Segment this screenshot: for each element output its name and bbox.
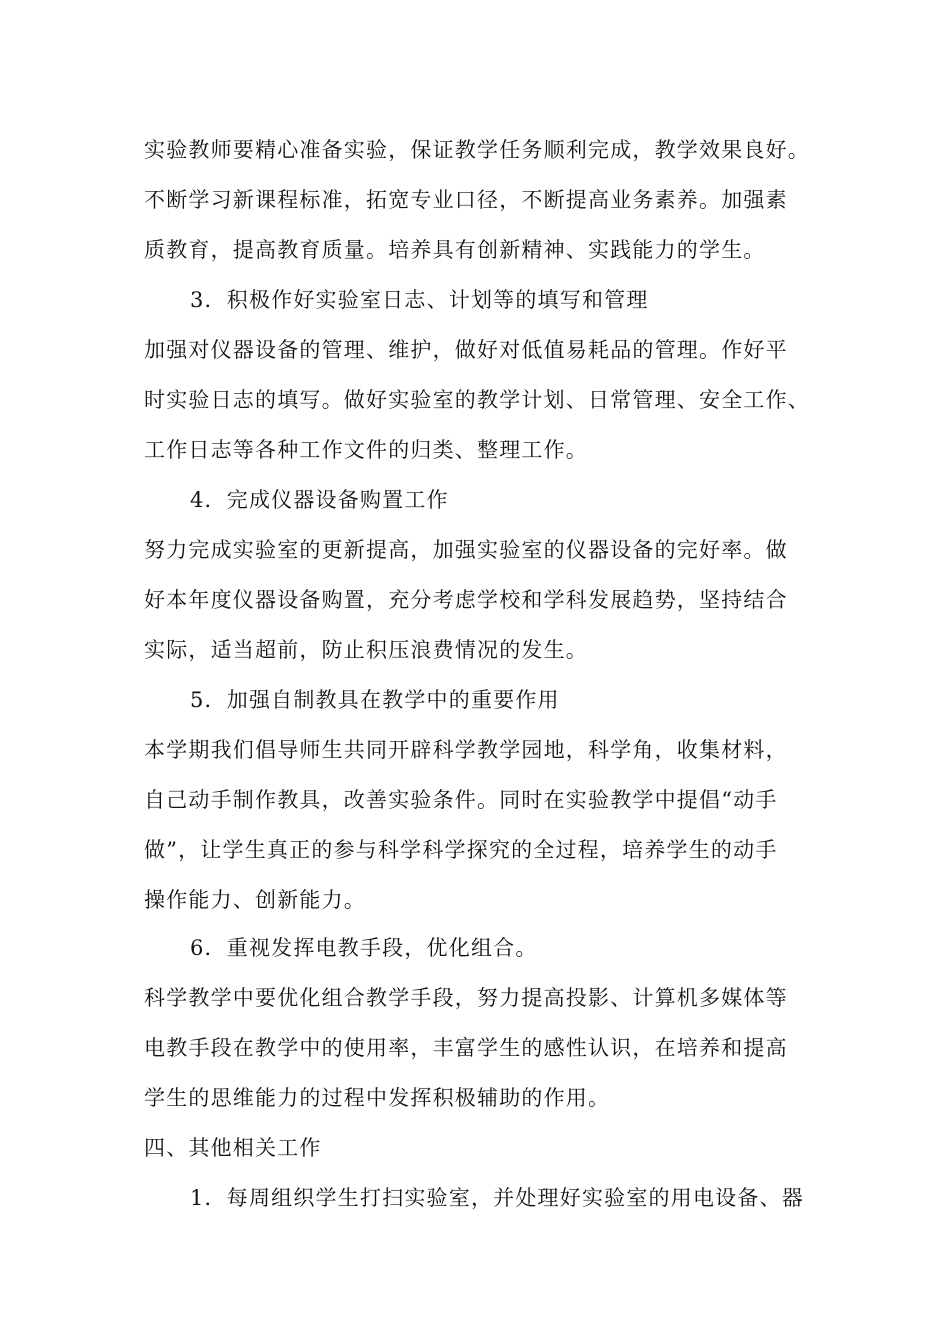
text-line: 不断学习新课程标准，拓宽专业口径，不断提高业务素养。加强素	[144, 188, 788, 212]
chapter-heading: 四、其他相关工作	[144, 1136, 322, 1160]
section-heading: 5．加强自制教具在教学中的重要作用	[190, 688, 560, 712]
text-line: 实际，适当超前，防止积压浪费情况的发生。	[144, 638, 588, 662]
text-line: 电教手段在教学中的使用率，丰富学生的感性认识，在培养和提高	[144, 1036, 788, 1060]
text-line: 学生的思维能力的过程中发挥积极辅助的作用。	[144, 1086, 611, 1110]
text-line: 努力完成实验室的更新提高，加强实验室的仪器设备的完好率。做	[144, 538, 788, 562]
section-heading: 6．重视发挥电教手段，优化组合。	[190, 936, 538, 960]
text-line: 科学教学中要优化组合教学手段，努力提高投影、计算机多媒体等	[144, 986, 788, 1010]
section-heading: 1．每周组织学生打扫实验室，并处理好实验室的用电设备、器	[190, 1186, 804, 1210]
section-heading: 4．完成仪器设备购置工作	[190, 488, 449, 512]
text-line: 加强对仪器设备的管理、维护，做好对低值易耗品的管理。作好平	[144, 338, 788, 362]
text-line: 时实验日志的填写。做好实验室的教学计划、日常管理、安全工作、	[144, 388, 810, 412]
text-line: 工作日志等各种工作文件的归类、整理工作。	[144, 438, 588, 462]
text-line: 好本年度仪器设备购置，充分考虑学校和学科发展趋势，坚持结合	[144, 588, 788, 612]
text-line: 做”，让学生真正的参与科学科学探究的全过程，培养学生的动手	[144, 838, 778, 862]
text-line: 质教育，提高教育质量。培养具有创新精神、实践能力的学生。	[144, 238, 766, 262]
text-line: 实验教师要精心准备实验，保证教学任务顺利完成，教学效果良好。	[144, 138, 810, 162]
text-line: 本学期我们倡导师生共同开辟科学教学园地，科学角，收集材料，	[144, 738, 788, 762]
section-heading: 3．积极作好实验室日志、计划等的填写和管理	[190, 288, 649, 312]
text-line: 操作能力、创新能力。	[144, 888, 366, 912]
text-line: 自己动手制作教具，改善实验条件。同时在实验教学中提倡“动手	[144, 788, 778, 812]
